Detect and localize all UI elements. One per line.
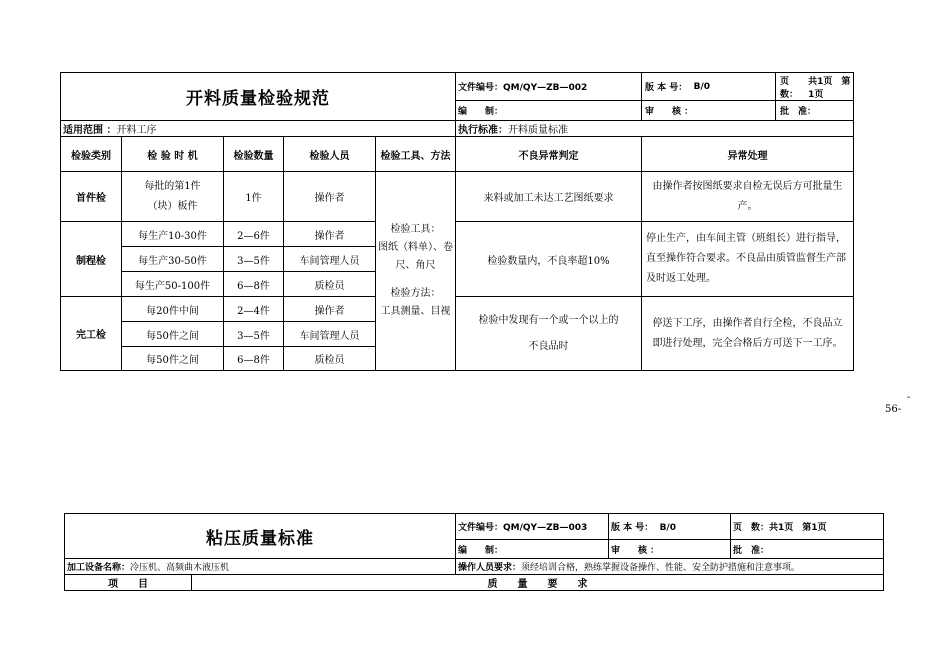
inspector-cell: 车间管理人员 (284, 322, 376, 347)
category-final-check: 完工检 (61, 297, 122, 371)
approver-field: 批 准： (780, 107, 817, 117)
inspector-cell: 车间管理人员 (284, 247, 376, 272)
header-defect: 不良异常判定 (456, 137, 642, 172)
version-number: 版 本 号： B/0 (609, 514, 731, 540)
inspector-cell: 操作者 (284, 172, 376, 222)
header-handling: 异常处理 (642, 137, 854, 172)
category-first-check: 首件检 (61, 172, 122, 222)
defect-cell: 检验数量内，不良率超10% (456, 222, 642, 297)
page-number: 56- (885, 404, 902, 415)
timing-cell: 每生产50-100件 (122, 272, 224, 297)
version-number: 版 本 号： B/0 (642, 73, 776, 100)
inspector-cell: 操作者 (284, 297, 376, 322)
kailiao-spec-table (60, 72, 854, 371)
scope-field: 适用范围 ：开料工序 (61, 121, 456, 137)
editor-field: 编 制： (456, 101, 642, 121)
header-inspector: 检验人员 (284, 137, 376, 172)
handling-cell: 停送下工序，由操作者自行全检，不良品立即进行处理，完全合格后方可送下一工序。 (642, 297, 854, 371)
timing-cell: 每生产30-50件 (122, 247, 224, 272)
handling-cell: 停止生产，由车间主管（班组长）进行指导，直至操作符合要求。不良品由质管监督生产部及时返工处理。 (642, 222, 854, 297)
reviewer-field: 审 核 ： (609, 540, 731, 559)
header-tools: 检验工具、方法 (376, 137, 456, 172)
file-number: 文件编号：QM/QY—ZB—003 (456, 514, 609, 540)
header-timing: 检 验 时 机 (122, 137, 224, 172)
timing-cell: 每50件之间 (122, 347, 224, 371)
quantity-cell: 2—4件 (224, 297, 284, 322)
header-quality-requirements: 质 量 要 求 (192, 575, 884, 591)
header-quantity: 检验数量 (224, 137, 284, 172)
page-dash: - (907, 392, 911, 403)
defect-cell: 来料或加工未达工艺图纸要求 (456, 172, 642, 222)
editor-field: 编 制： (456, 540, 609, 559)
approver-field: 批 准： (731, 540, 884, 559)
handling-cell: 由操作者按图纸要求自检无误后方可批量生产。 (642, 172, 854, 222)
operator-requirement-field: 操作人员要求：须经培训合格，熟练掌握设备操作、性能、安全防护措施和注意事项。 (456, 559, 884, 575)
quantity-cell: 6—8件 (224, 347, 284, 371)
timing-cell: 每50件之间 (122, 322, 224, 347)
timing-cell: 每20件中间 (122, 297, 224, 322)
inspector-cell: 质检员 (284, 272, 376, 297)
reviewer-field: 审 核 ： (642, 101, 776, 120)
doc-title: 开料质量检验规范 (61, 73, 456, 121)
quantity-cell: 3—5件 (224, 322, 284, 347)
zhanya-standard-table (64, 513, 884, 591)
equipment-field: 加工设备名称：冷压机、高频曲木液压机 (65, 559, 456, 575)
quantity-cell: 2—6件 (224, 222, 284, 247)
timing-cell: 每生产10-30件 (122, 222, 224, 247)
doc-title: 粘压质量标准 (65, 514, 456, 559)
tools-methods-cell: 检验工具： 图纸（料单）、卷尺、角尺 检验方法： 工具测量、目视 (376, 172, 456, 371)
page-count: 页 数：共1页 第1页 (731, 514, 884, 540)
standard-field: 执行标准：开料质量标准 (456, 121, 854, 137)
timing-cell: 每批的第1件 （块）板件 (122, 172, 224, 222)
inspector-cell: 质检员 (284, 347, 376, 371)
quantity-cell: 6—8件 (224, 272, 284, 297)
quantity-cell: 1件 (224, 172, 284, 222)
header-item: 项 目 (65, 575, 192, 591)
inspector-cell: 操作者 (284, 222, 376, 247)
category-process-check: 制程检 (61, 222, 122, 297)
header-category: 检验类别 (61, 137, 122, 172)
defect-cell: 检验中发现有一个或一个以上的 不良品时 (456, 297, 642, 371)
quantity-cell: 3—5件 (224, 247, 284, 272)
page-count: 页 数： 共1页 第1页 (780, 76, 851, 100)
file-number: 文件编号：QM/QY—ZB—002 (456, 73, 642, 101)
